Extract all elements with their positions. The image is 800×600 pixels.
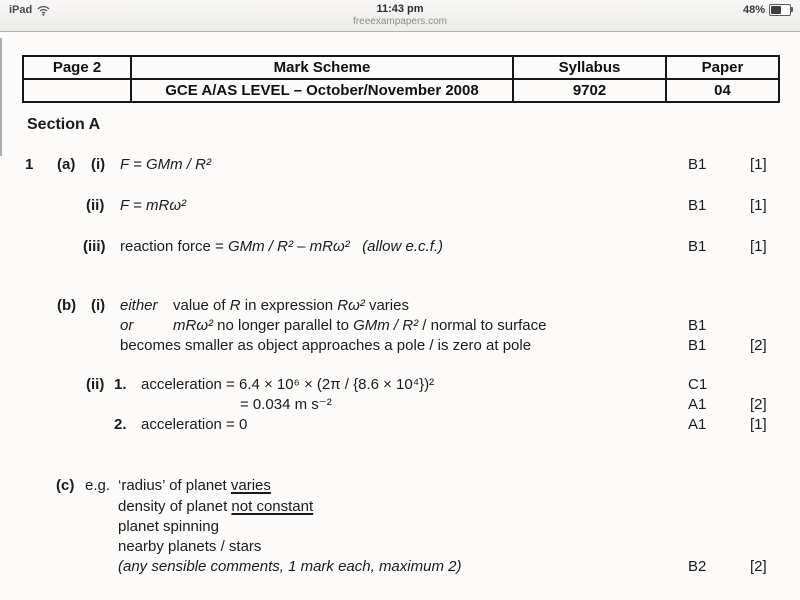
title-cell: Mark Scheme xyxy=(131,56,513,79)
mark-total: [2] xyxy=(750,558,767,575)
answer-text: F = mRω² xyxy=(120,197,186,214)
page-cell: Page 2 xyxy=(23,56,131,79)
battery-percent: 48% xyxy=(742,4,765,16)
part-label: (b) xyxy=(57,297,77,314)
answer-text: density of planet not constant xyxy=(118,498,314,515)
part-label: (a) xyxy=(57,156,76,173)
paper-header-cell: Paper xyxy=(666,56,779,79)
exam-cell: GCE A/AS LEVEL – October/November 2008 xyxy=(131,79,513,102)
mark-total: [2] xyxy=(750,396,767,413)
mark-code: B1 xyxy=(688,317,707,334)
answer-line-1c-4 xyxy=(0,537,800,557)
answer-text: mRω² no longer parallel to GMm / R² / normal to surface xyxy=(173,317,547,334)
mark-total: [1] xyxy=(750,238,767,255)
subpart-label: (i) xyxy=(91,156,106,173)
answer-line-1c-2 xyxy=(0,497,800,517)
answer-line-1b-i-1 xyxy=(0,296,800,316)
answer-text: acceleration = 6.4 × 10⁶ × (2π / {8.6 × 10⁴})² xyxy=(141,376,435,393)
item-number: 1. xyxy=(114,376,127,393)
paper-value-cell: 04 xyxy=(666,79,779,102)
eg-label: e.g. xyxy=(85,477,111,494)
mark-code: C1 xyxy=(688,376,708,393)
answer-line-1b-ii-2 xyxy=(0,395,800,415)
mark-code: B1 xyxy=(688,337,707,354)
mark-total: [2] xyxy=(750,337,767,354)
answer-line-1b-ii-1 xyxy=(0,375,800,395)
answer-line-1a-i xyxy=(0,155,800,175)
site-label[interactable]: freeexampapers.com xyxy=(353,16,447,27)
clock: 11:43 pm xyxy=(376,3,424,15)
answer-text: acceleration = 0 xyxy=(141,416,248,433)
answer-line-1c-1 xyxy=(0,476,800,496)
mark-code: B2 xyxy=(688,558,707,575)
table-row xyxy=(23,56,779,79)
subpart-label: (i) xyxy=(91,297,106,314)
answer-text: ‘radius’ of planet varies xyxy=(118,477,271,494)
answer-line-1a-iii xyxy=(0,237,800,257)
mark-code: B1 xyxy=(688,197,707,214)
exam-header-table xyxy=(22,55,780,103)
syllabus-header-cell: Syllabus xyxy=(513,56,666,79)
mark-total: [1] xyxy=(750,197,767,214)
device-label: iPad xyxy=(9,4,33,16)
or-word: or xyxy=(120,317,134,334)
mark-code: A1 xyxy=(688,416,707,433)
question-number: 1 xyxy=(25,156,34,173)
status-right xyxy=(743,4,791,16)
answer-text: value of R in expression Rω² varies xyxy=(173,297,409,314)
document-page[interactable] xyxy=(0,32,800,600)
mark-total: [1] xyxy=(750,416,767,433)
answer-line-1c-3 xyxy=(0,517,800,537)
answer-text: (any sensible comments, 1 mark each, maximum 2) xyxy=(118,558,462,575)
empty-cell xyxy=(23,79,131,102)
section-title: Section A xyxy=(27,116,101,133)
mark-code: A1 xyxy=(688,396,707,413)
answer-text: becomes smaller as object approaches a pole / is zero at pole xyxy=(120,337,532,354)
syllabus-value-cell: 9702 xyxy=(513,79,666,102)
mark-total: [1] xyxy=(750,156,767,173)
answer-line-1b-ii-3 xyxy=(0,415,800,435)
subpart-label: (ii) xyxy=(86,376,105,393)
battery-nub xyxy=(791,7,793,12)
battery-icon xyxy=(769,4,791,16)
either-word: either xyxy=(120,297,158,314)
answer-line-1b-i-2 xyxy=(0,316,800,336)
answer-text: nearby planets / stars xyxy=(118,538,262,555)
answer-line-1a-ii xyxy=(0,196,800,216)
answer-text: F = GMm / R² xyxy=(120,156,211,173)
mark-code: B1 xyxy=(688,238,707,255)
answer-line-1b-i-3 xyxy=(0,336,800,356)
subpart-label: (ii) xyxy=(86,197,105,214)
subpart-label: (iii) xyxy=(83,238,106,255)
scan-artifact xyxy=(0,38,2,156)
status-bar xyxy=(0,0,800,32)
answer-line-1c-5 xyxy=(0,557,800,577)
battery-fill xyxy=(771,6,781,14)
mark-code: B1 xyxy=(688,156,707,173)
answer-text: planet spinning xyxy=(118,518,219,535)
answer-text: = 0.034 m s⁻² xyxy=(240,396,332,413)
answer-text: reaction force = GMm / R² – mRω² (allow e.c.f.) xyxy=(120,238,444,255)
item-number: 2. xyxy=(114,416,127,433)
table-row xyxy=(23,79,779,102)
part-label: (c) xyxy=(56,477,75,494)
